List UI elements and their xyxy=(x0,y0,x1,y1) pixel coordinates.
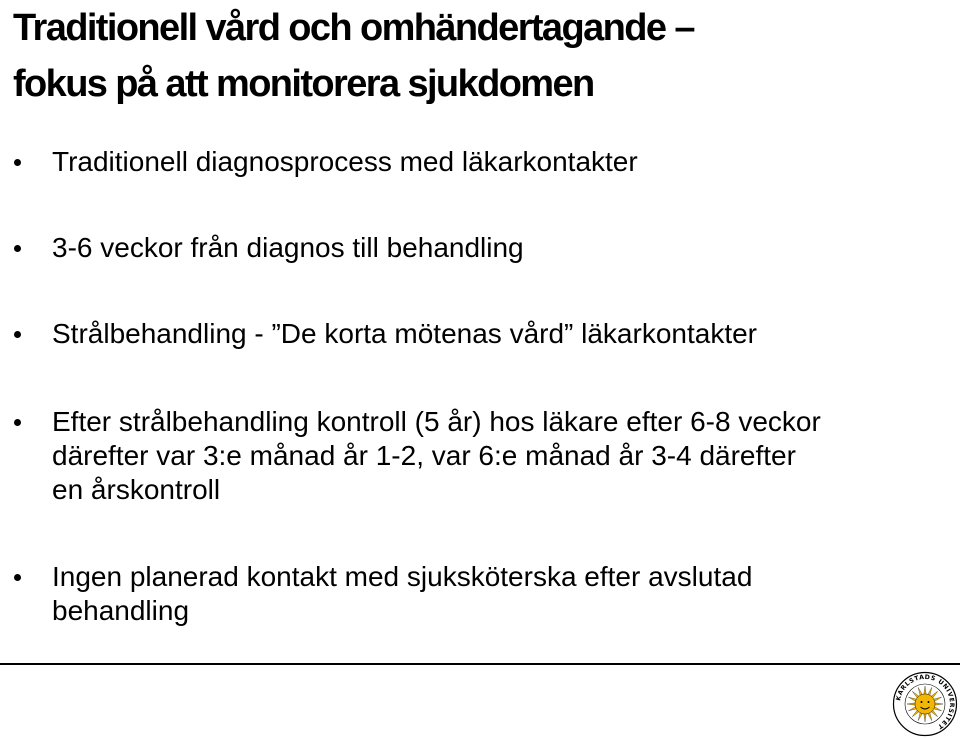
logo-text: KARLSTADS UNIVERSITET xyxy=(895,673,956,731)
bullet-text: Efter strålbehandling kontroll (5 år) hos läkare efter 6-8 veckor därefter var 3:e månad år 1-2, var 6:e månad år 3-4 därefter en årskontroll xyxy=(52,406,821,505)
footer-divider xyxy=(0,663,960,665)
slide-title-line-1: Traditionell vård och omhändertagande – xyxy=(13,7,694,49)
bullet-item xyxy=(52,231,952,265)
slide-title-line-2: fokus på att monitorera sjukdomen xyxy=(13,63,594,105)
bullet-icon xyxy=(14,159,21,166)
bullet-item xyxy=(52,145,952,179)
bullet-item xyxy=(52,317,952,351)
slide-title xyxy=(13,0,943,112)
bullet-item xyxy=(52,560,952,628)
bullet-text: Strålbehandling - ”De korta mötenas vård” läkarkontakter xyxy=(52,318,758,349)
bullet-icon xyxy=(14,574,21,581)
sun-seal-icon xyxy=(907,686,943,722)
bullet-icon xyxy=(14,245,21,252)
bullet-text: Ingen planerad kontakt med sjuksköterska efter avslutad behandling xyxy=(52,561,753,626)
bullet-icon xyxy=(14,331,21,338)
bullet-item xyxy=(52,405,952,507)
university-logo-seal xyxy=(892,671,958,737)
bullet-text: Traditionell diagnosprocess med läkarkontakter xyxy=(52,146,638,177)
bullet-text: 3-6 veckor från diagnos till behandling xyxy=(52,232,524,263)
bullet-icon xyxy=(14,419,21,426)
